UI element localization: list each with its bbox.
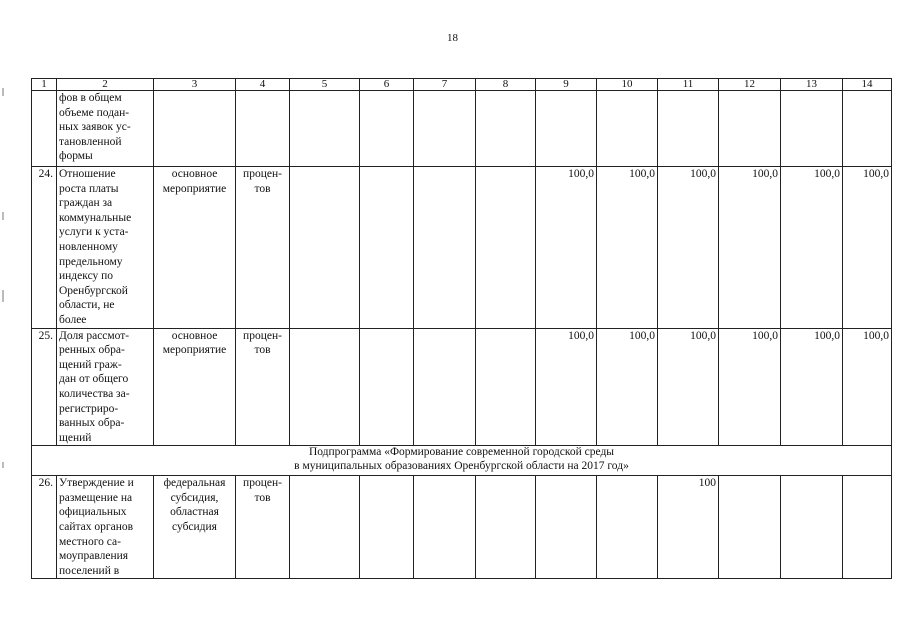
value-cell [597,91,658,167]
subprogram-row [32,446,892,476]
indicator-unit: процен- тов [236,476,290,579]
value-cell [414,476,476,579]
value-cell [360,91,414,167]
value-cell [476,476,536,579]
value-cell [536,476,597,579]
value-cell [719,91,781,167]
value-cell: 100,0 [597,167,658,329]
value-cell [781,476,843,579]
row-number [32,91,57,167]
margin-mark [2,88,4,96]
value-cell [290,91,360,167]
header-cell: 6 [360,79,414,91]
header-cell: 13 [781,79,843,91]
indicator-name: фов в общем объеме подан- ных заявок ус- тановленной формы [57,91,154,167]
value-cell: 100,0 [781,167,843,329]
header-cell: 3 [154,79,236,91]
value-cell [290,167,360,329]
value-cell [476,167,536,329]
value-cell [360,328,414,446]
indicator-name: Доля рассмот- ренных обра- щений граж- дан от общего количества за- регистриро- ванных обра- щений [57,328,154,446]
header-cell: 7 [414,79,476,91]
value-cell [536,91,597,167]
indicator-name: Отношение роста платы граждан за коммунальные услуги к уста- новленному предельному индексу по Оренбургской области, не более [57,167,154,329]
value-cell [476,328,536,446]
indicator-name: Утверждение и размещение на официальных сайтах органов местного са- моуправления поселений в [57,476,154,579]
indicator-type: основное мероприятие [154,328,236,446]
header-cell: 9 [536,79,597,91]
header-cell: 8 [476,79,536,91]
margin-mark [2,462,4,468]
value-cell: 100,0 [597,328,658,446]
header-cell: 10 [597,79,658,91]
value-cell: 100,0 [536,167,597,329]
indicator-type: федеральная субсидия, областная субсидия [154,476,236,579]
indicators-table [31,78,892,579]
row-number: 25. [32,328,57,446]
indicator-unit: процен- тов [236,167,290,329]
table-row [32,328,892,446]
value-cell [597,476,658,579]
value-cell: 100,0 [843,167,892,329]
table-row [32,167,892,329]
header-cell: 4 [236,79,290,91]
value-cell: 100,0 [843,328,892,446]
header-cell: 12 [719,79,781,91]
value-cell: 100,0 [658,167,719,329]
value-cell [414,91,476,167]
table-row [32,476,892,579]
table-header-row [32,79,892,91]
value-cell [290,476,360,579]
indicator-unit [236,91,290,167]
header-cell: 2 [57,79,154,91]
value-cell: 100 [658,476,719,579]
table-row [32,91,892,167]
value-cell [658,91,719,167]
indicator-type [154,91,236,167]
value-cell [360,476,414,579]
value-cell [781,91,843,167]
value-cell: 100,0 [658,328,719,446]
margin-mark [2,212,4,220]
subprogram-title: Подпрограмма «Формирование современной городской среды в муниципальных образованиях Оренбургской области на 2017 год» [32,446,892,476]
page-number: 18 [447,32,458,44]
value-cell [360,167,414,329]
indicator-type: основное мероприятие [154,167,236,329]
value-cell: 100,0 [536,328,597,446]
value-cell: 100,0 [719,167,781,329]
value-cell [414,167,476,329]
indicator-unit: процен- тов [236,328,290,446]
value-cell [290,328,360,446]
header-cell: 5 [290,79,360,91]
value-cell [719,476,781,579]
value-cell [843,476,892,579]
value-cell [476,91,536,167]
row-number: 24. [32,167,57,329]
header-cell: 1 [32,79,57,91]
header-cell: 11 [658,79,719,91]
row-number: 26. [32,476,57,579]
value-cell [414,328,476,446]
header-cell: 14 [843,79,892,91]
margin-mark [2,290,4,302]
value-cell: 100,0 [781,328,843,446]
value-cell [843,91,892,167]
value-cell: 100,0 [719,328,781,446]
